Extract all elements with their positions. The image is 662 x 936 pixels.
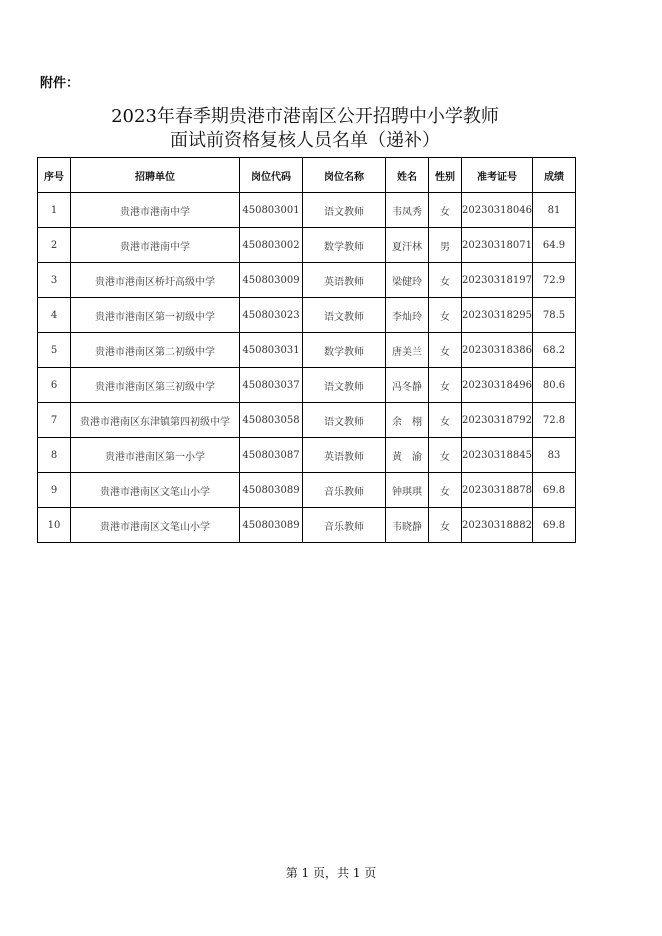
cell-score: 78.5 xyxy=(533,298,576,333)
cell-name: 黄 渝 xyxy=(386,438,429,473)
cell-index: 3 xyxy=(38,263,71,298)
cell-index: 9 xyxy=(38,473,71,508)
cell-name: 唐美兰 xyxy=(386,333,429,368)
cell-ticket-number: 20230318878 xyxy=(462,473,533,508)
cell-gender: 女 xyxy=(429,473,462,508)
cell-gender: 女 xyxy=(429,333,462,368)
table-header-row xyxy=(38,158,576,193)
cell-gender: 男 xyxy=(429,228,462,263)
cell-name: 余 栩 xyxy=(386,403,429,438)
cell-unit: 贵港市港南区文笔山小学 xyxy=(71,508,240,543)
cell-name: 钟琪琪 xyxy=(386,473,429,508)
cell-post-code: 450803001 xyxy=(240,193,303,228)
cell-post-name: 语文教师 xyxy=(303,193,386,228)
cell-index: 7 xyxy=(38,403,71,438)
cell-unit: 贵港市港南区文笔山小学 xyxy=(71,473,240,508)
cell-post-code: 450803087 xyxy=(240,438,303,473)
cell-ticket-number: 20230318197 xyxy=(462,263,533,298)
cell-index: 2 xyxy=(38,228,71,263)
cell-unit: 贵港市港南区东津镇第四初级中学 xyxy=(71,403,240,438)
header-post-code: 岗位代码 xyxy=(240,158,303,193)
cell-index: 8 xyxy=(38,438,71,473)
cell-score: 69.8 xyxy=(533,508,576,543)
cell-score: 69.8 xyxy=(533,473,576,508)
cell-score: 83 xyxy=(533,438,576,473)
cell-name: 冯冬静 xyxy=(386,368,429,403)
cell-post-code: 450803089 xyxy=(240,508,303,543)
cell-gender: 女 xyxy=(429,403,462,438)
cell-unit: 贵港市港南区第三初级中学 xyxy=(71,368,240,403)
document-title-line2: 面试前资格复核人员名单（递补） xyxy=(170,130,440,151)
cell-name: 韦晓静 xyxy=(386,508,429,543)
cell-post-code: 450803002 xyxy=(240,228,303,263)
cell-ticket-number: 20230318845 xyxy=(462,438,533,473)
cell-score: 64.9 xyxy=(533,228,576,263)
cell-post-code: 450803023 xyxy=(240,298,303,333)
cell-index: 10 xyxy=(38,508,71,543)
cell-unit: 贵港市港南区桥圩高级中学 xyxy=(71,263,240,298)
table-row xyxy=(38,473,576,508)
cell-post-name: 语文教师 xyxy=(303,298,386,333)
cell-ticket-number: 20230318496 xyxy=(462,368,533,403)
table-row xyxy=(38,193,576,228)
cell-unit: 贵港市港南区第一小学 xyxy=(71,438,240,473)
cell-score: 68.2 xyxy=(533,333,576,368)
cell-unit: 贵港市港南区第一初级中学 xyxy=(71,298,240,333)
cell-post-code: 450803031 xyxy=(240,333,303,368)
cell-gender: 女 xyxy=(429,368,462,403)
table-row xyxy=(38,508,576,543)
cell-gender: 女 xyxy=(429,193,462,228)
cell-post-name: 音乐教师 xyxy=(303,508,386,543)
cell-ticket-number: 20230318071 xyxy=(462,228,533,263)
table-row xyxy=(38,403,576,438)
header-score: 成绩 xyxy=(533,158,576,193)
cell-index: 5 xyxy=(38,333,71,368)
table-row xyxy=(38,263,576,298)
table-row xyxy=(38,368,576,403)
header-unit: 招聘单位 xyxy=(71,158,240,193)
cell-ticket-number: 20230318295 xyxy=(462,298,533,333)
cell-score: 72.9 xyxy=(533,263,576,298)
cell-ticket-number: 20230318046 xyxy=(462,193,533,228)
cell-post-name: 英语教师 xyxy=(303,263,386,298)
cell-post-name: 语文教师 xyxy=(303,403,386,438)
cell-score: 80.6 xyxy=(533,368,576,403)
cell-ticket-number: 20230318792 xyxy=(462,403,533,438)
cell-gender: 女 xyxy=(429,508,462,543)
table-body xyxy=(38,193,576,543)
cell-post-name: 音乐教师 xyxy=(303,473,386,508)
cell-post-name: 英语教师 xyxy=(303,438,386,473)
table-row xyxy=(38,333,576,368)
cell-post-name: 语文教师 xyxy=(303,368,386,403)
cell-post-code: 450803037 xyxy=(240,368,303,403)
header-name: 姓名 xyxy=(386,158,429,193)
cell-name: 韦凤秀 xyxy=(386,193,429,228)
header-ticket-number: 准考证号 xyxy=(462,158,533,193)
attachment-label: 附件： xyxy=(40,76,80,91)
page-footer: 第 1 页，共 1 页 xyxy=(285,866,377,880)
cell-name: 夏汗林 xyxy=(386,228,429,263)
cell-score: 81 xyxy=(533,193,576,228)
table-row xyxy=(38,438,576,473)
cell-name: 梁健玲 xyxy=(386,263,429,298)
cell-post-name: 数学教师 xyxy=(303,333,386,368)
cell-post-code: 450803009 xyxy=(240,263,303,298)
header-gender: 性别 xyxy=(429,158,462,193)
cell-index: 6 xyxy=(38,368,71,403)
cell-unit: 贵港市港南中学 xyxy=(71,228,240,263)
cell-gender: 女 xyxy=(429,263,462,298)
cell-ticket-number: 20230318882 xyxy=(462,508,533,543)
cell-gender: 女 xyxy=(429,438,462,473)
cell-post-code: 450803089 xyxy=(240,473,303,508)
cell-score: 72.8 xyxy=(533,403,576,438)
table-row xyxy=(38,298,576,333)
cell-ticket-number: 20230318386 xyxy=(462,333,533,368)
header-index: 序号 xyxy=(38,158,71,193)
cell-index: 4 xyxy=(38,298,71,333)
header-post-name: 岗位名称 xyxy=(303,158,386,193)
cell-index: 1 xyxy=(38,193,71,228)
document-title-line1: 2023年春季期贵港市港南区公开招聘中小学教师 xyxy=(111,106,499,127)
cell-unit: 贵港市港南区第二初级中学 xyxy=(71,333,240,368)
table-row xyxy=(38,228,576,263)
cell-name: 李灿玲 xyxy=(386,298,429,333)
cell-unit: 贵港市港南中学 xyxy=(71,193,240,228)
cell-post-code: 450803058 xyxy=(240,403,303,438)
cell-post-name: 数学教师 xyxy=(303,228,386,263)
candidate-table xyxy=(37,157,576,543)
cell-gender: 女 xyxy=(429,298,462,333)
